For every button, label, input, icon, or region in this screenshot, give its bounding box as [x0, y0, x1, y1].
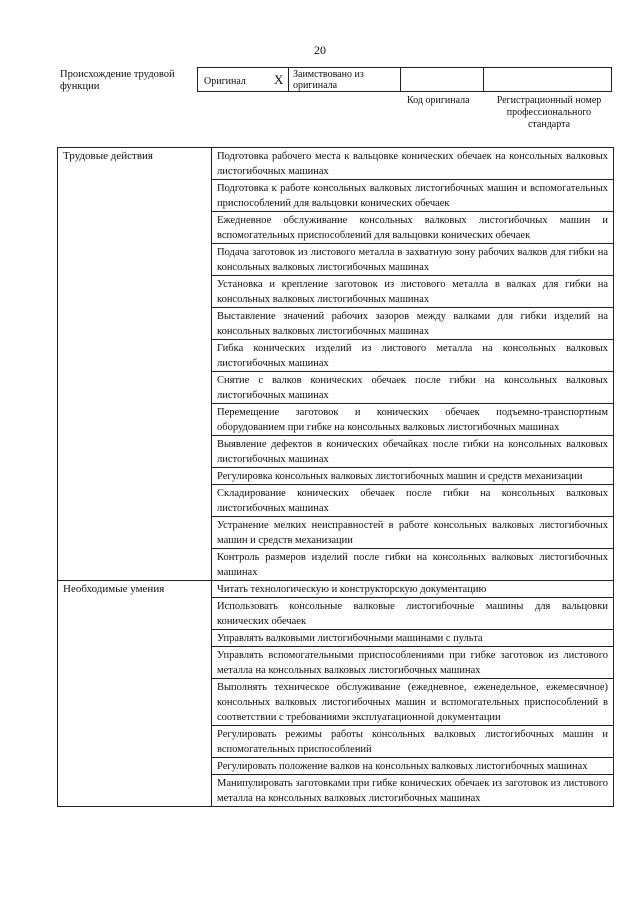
list-item: Подача заготовок из листового металла в захватную зону рабочих валков для гибки на консольных валковых листогибочных машинах [212, 244, 613, 276]
list-item: Управлять валковыми листогибочными машинами с пульта [212, 630, 613, 647]
origin-grid [197, 67, 612, 92]
section-title: Трудовые действия [58, 148, 212, 581]
functions-table [57, 147, 614, 807]
list-item: Управлять вспомогательными приспособлениями при гибке заготовок из листового металла на консольных валковых листогибочных машинах [212, 647, 613, 679]
section-items [212, 581, 614, 807]
list-item: Контроль размеров изделий после гибки на консольных валковых листогибочных машинах [217, 552, 608, 578]
section-title: Необходимые умения [58, 581, 212, 807]
borrowed-cell [289, 68, 401, 91]
list-item: Манипулировать заготовками при гибке конических обечаек из заготовок из листового металла на консольных валковых листогибочных машинах [217, 778, 608, 804]
page-number: 20 [314, 43, 326, 57]
section-row [58, 148, 614, 581]
list-item: Выставление значений рабочих зазоров между валками для гибки изделий на консольных валковых листогибочных машинах [212, 308, 613, 340]
list-item: Устранение мелких неисправностей в работе консольных валковых листогибочных машин и средств механизации [212, 517, 613, 549]
borrowed-label: Заимствовано из оригинала [293, 69, 364, 91]
code-original-label: Код оригинала [407, 95, 470, 106]
reg-number-label: Регистрационный номер профессионального стандарта [496, 95, 602, 130]
list-item: Читать технологическую и конструкторскую документацию [212, 581, 613, 598]
list-item: Выявление дефектов в конических обечайках после гибки на консольных валковых листогибочных машинах [212, 436, 613, 468]
list-item: Выполнять техническое обслуживание (ежедневное, еженедельное, ежемесячное) консольных валковых листогибочных машин и вспомогательных приспособлений в соответствии с требованиями эксплуатационной документации [212, 679, 613, 726]
code-cell [401, 68, 484, 91]
original-cell [198, 68, 289, 91]
list-item: Снятие с валков конических обечаек после гибки на консольных валковых листогибочных машинах [212, 372, 613, 404]
list-item: Гибка конических изделий из листового металла на консольных валковых листогибочных машинах [212, 340, 613, 372]
section-row [58, 581, 614, 807]
list-item: Регулировать режимы работы консольных валковых листогибочных машин и вспомогательных приспособлений [212, 726, 613, 758]
list-item: Установка и крепление заготовок из листового металла в валках для гибки на консольных валковых листогибочных машинах [212, 276, 613, 308]
section-items [212, 148, 614, 581]
list-item: Складирование конических обечаек после гибки на консольных валковых листогибочных машинах [212, 485, 613, 517]
list-item: Ежедневное обслуживание консольных валковых листогибочных машин и вспомогательных приспособлений для вальцовки конических обечаек [212, 212, 613, 244]
list-item: Подготовка к работе консольных валковых листогибочных машин и вспомогательных приспособлений для вальцовки конических обечаек [212, 180, 613, 212]
original-mark: X [274, 72, 284, 87]
original-label: Оригинал [204, 76, 246, 87]
list-item: Регулировать положение валков на консольных валковых листогибочных машинах [212, 758, 613, 775]
list-item: Перемещение заготовок и конических обечаек подъемно-транспортным оборудованием при гибке на консольных валковых листогибочных машинах [212, 404, 613, 436]
list-item: Регулировка консольных валковых листогибочных машин и средств механизации [212, 468, 613, 485]
list-item: Подготовка рабочего места к вальцовке конических обечаек на консольных валковых листогибочных машинах [212, 148, 613, 180]
origin-label: Происхождение трудовой функции [60, 69, 175, 92]
reg-number-cell [484, 68, 613, 91]
list-item: Использовать консольные валковые листогибочные машины для вальцовки конических обечаек [212, 598, 613, 630]
